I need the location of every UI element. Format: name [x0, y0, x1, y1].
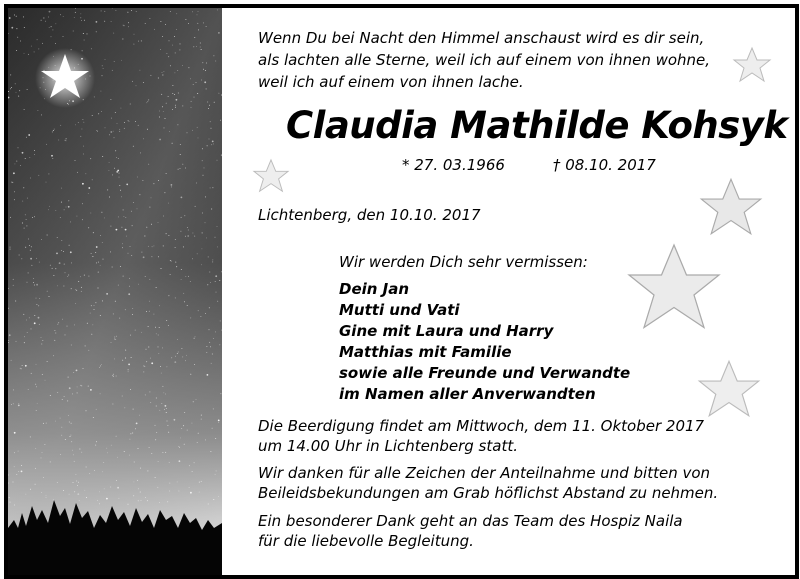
mourner: im Namen aller Anverwandten: [339, 385, 596, 403]
deceased-name: Claudia Mathilde Kohsyk: [286, 104, 788, 147]
quote-line: Wenn Du bei Nacht den Himmel anschaust wird es dir sein,: [258, 29, 705, 47]
star-icon: [624, 240, 724, 340]
miss-text: Wir werden Dich sehr vermissen:: [339, 253, 588, 271]
star-icon: [732, 46, 772, 86]
quote-block: [258, 27, 710, 93]
death-date: † 08.10. 2017: [552, 156, 656, 174]
funeral-line: Die Beerdigung findet am Mittwoch, dem 11. Oktober 2017: [258, 417, 705, 435]
mourner: Gine mit Laura und Harry: [339, 322, 554, 340]
hospiz-thanks: [258, 511, 683, 551]
mourners-list: [339, 279, 630, 405]
thanks-info: [258, 463, 718, 503]
place-date: Lichtenberg, den 10.10. 2017: [258, 206, 481, 224]
hospiz-line: für die liebevolle Begleitung.: [258, 532, 474, 550]
mourner: Mutti und Vati: [339, 301, 460, 319]
funeral-info: [258, 416, 704, 456]
mourner: Dein Jan: [339, 280, 410, 298]
birth-date: * 27. 03.1966: [402, 156, 505, 174]
hospiz-line: Ein besonderer Dank geht an das Team des Hospiz Naila: [258, 512, 683, 530]
night-sky-image: [8, 8, 222, 575]
mourner: Matthias mit Familie: [339, 343, 512, 361]
obituary-card: [4, 4, 799, 579]
thanks-line: Beileidsbekundungen am Grab höflichst Abstand zu nehmen.: [258, 484, 719, 502]
quote-line: als lachten alle Sterne, weil ich auf einem von ihnen wohne,: [258, 51, 711, 69]
thanks-line: Wir danken für alle Zeichen der Anteilnahme und bitten von: [258, 464, 711, 482]
life-dates: [402, 156, 704, 174]
quote-line: weil ich auf einem von ihnen lache.: [258, 73, 524, 91]
funeral-line: um 14.00 Uhr in Lichtenberg statt.: [258, 437, 518, 455]
star-icon: [698, 176, 764, 242]
star-icon: [252, 158, 290, 196]
mourner: sowie alle Freunde und Verwandte: [339, 364, 631, 382]
star-icon: [696, 358, 762, 424]
